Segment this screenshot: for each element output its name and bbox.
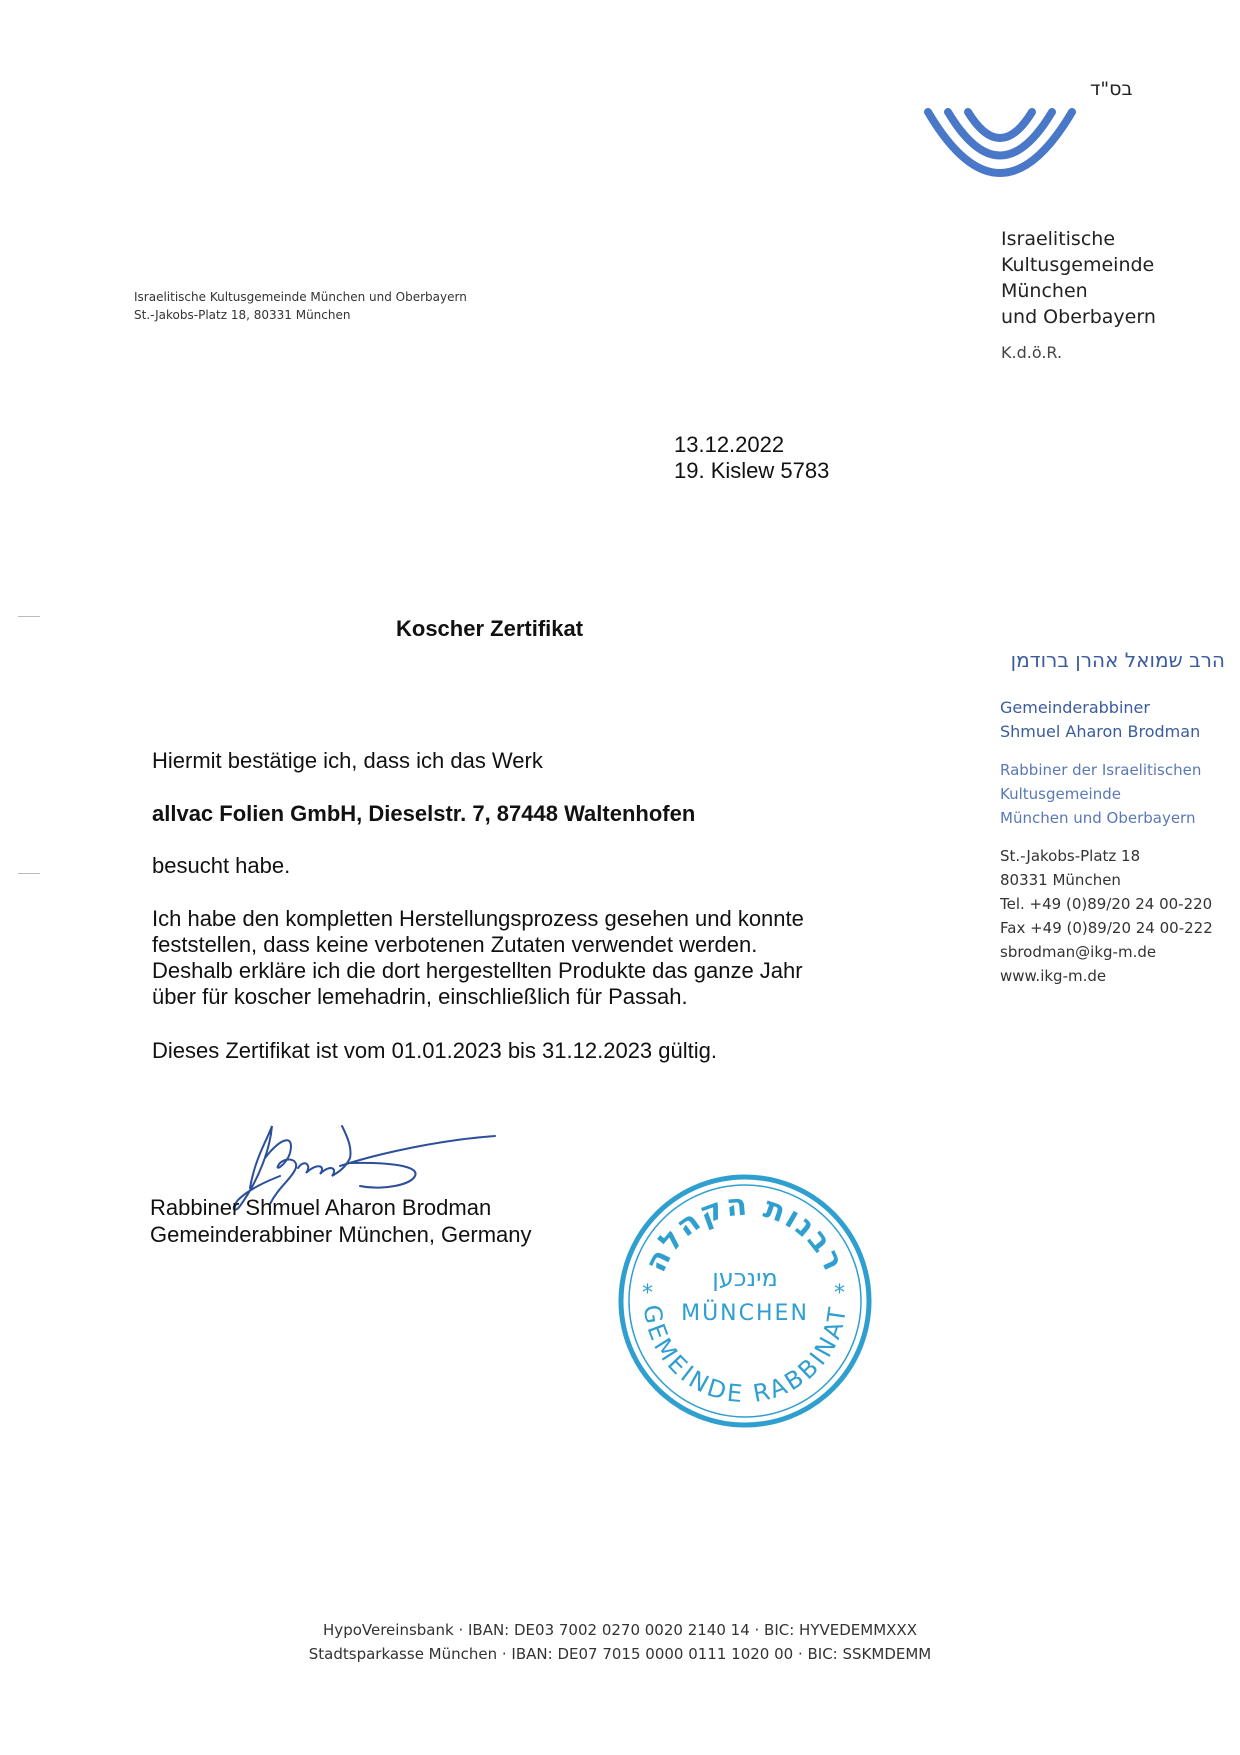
contact-line: Tel. +49 (0)89/20 24 00-220: [1000, 895, 1213, 913]
rabbi-desc-line: Kultusgemeinde: [1000, 785, 1121, 803]
rabbi-title-line: Gemeinderabbiner: [1000, 698, 1150, 717]
paragraph-line: feststellen, dass keine verbotenen Zutaten verwendet werden.: [152, 932, 758, 957]
org-line: und Oberbayern: [1001, 306, 1156, 328]
document-title: Koscher Zertifikat: [396, 616, 584, 641]
contact-website[interactable]: www.ikg-m.de: [1000, 967, 1107, 985]
fold-mark: [18, 616, 40, 617]
stamp-star: *: [834, 1281, 845, 1306]
footer-line: Stadtsparkasse München · IBAN: DE07 7015 0000 0111 1020 00 · BIC: SSKMDEMM: [308, 1645, 932, 1663]
rabbi-desc-line: Rabbiner der Israelitischen: [1000, 761, 1202, 779]
letter-dates: [674, 432, 829, 484]
date-hebrew: 19. Kislew 5783: [674, 458, 830, 483]
legal-form: K.d.ö.R.: [1001, 343, 1063, 362]
contact-line: St.-Jakobs-Platz 18: [1000, 847, 1141, 865]
contact-details: [1000, 844, 1225, 988]
rabbi-desc-line: München und Oberbayern: [1000, 809, 1196, 827]
certification-paragraph: [152, 906, 872, 1010]
sender-address: [134, 288, 467, 324]
sender-line: Israelitische Kultusgemeinde München und Oberbayern: [134, 290, 467, 304]
paragraph-line: Ich habe den kompletten Herstellungsprozess gesehen und konnte: [152, 906, 804, 931]
bank-footer: [0, 1618, 1240, 1666]
org-line: München: [1001, 280, 1088, 302]
intro-paragraph: Hiermit bestätige ich, dass ich das Werk: [152, 748, 543, 773]
stamp-center-hebrew: מינכען: [712, 1264, 778, 1292]
signer-title: Gemeinderabbiner München, Germany: [150, 1222, 532, 1247]
bsd-mark: בס"ד: [1090, 78, 1133, 100]
signer-block: [150, 1194, 532, 1248]
signer-name: Rabbiner Shmuel Aharon Brodman: [150, 1195, 492, 1220]
rabbi-title-line: Shmuel Aharon Brodman: [1000, 722, 1201, 741]
fold-mark: [18, 873, 40, 874]
sender-line: St.-Jakobs-Platz 18, 80331 München: [134, 308, 351, 322]
rabbinate-stamp: [614, 1170, 876, 1432]
stamp-top-text: רבנות הקהלה: [638, 1187, 852, 1278]
rabbi-title: [1000, 696, 1225, 744]
stamp-center-text: MÜNCHEN: [681, 1301, 809, 1326]
org-line: Israelitische: [1001, 228, 1116, 250]
date-gregorian: 13.12.2022: [674, 432, 785, 457]
footer-line: HypoVereinsbank · IBAN: DE03 7002 0270 0020 2140 14 · BIC: HYVEDEMMXXX: [323, 1621, 917, 1639]
contact-line: 80331 München: [1000, 871, 1121, 889]
rabbi-sidebar: [1000, 648, 1225, 988]
menorah-logo: [920, 104, 1080, 204]
visit-paragraph: besucht habe.: [152, 853, 291, 878]
contact-line: Fax +49 (0)89/20 24 00-222: [1000, 919, 1213, 937]
contact-email[interactable]: sbrodman@ikg-m.de: [1000, 943, 1157, 961]
paragraph-line: Deshalb erkläre ich die dort hergestellten Produkte das ganze Jahr: [152, 958, 803, 983]
company-address: allvac Folien GmbH, Dieselstr. 7, 87448 Waltenhofen: [152, 801, 696, 826]
stamp-star: *: [642, 1281, 653, 1306]
validity-paragraph: Dieses Zertifikat ist vom 01.01.2023 bis 31.12.2023 gültig.: [152, 1038, 717, 1063]
rabbi-hebrew-name: הרב שמואל אהרן ברודמן: [1010, 648, 1225, 672]
organization-name: [1001, 226, 1156, 330]
rabbi-description: [1000, 758, 1225, 830]
paragraph-line: über für koscher lemehadrin, einschließlich für Passah.: [152, 984, 688, 1009]
org-line: Kultusgemeinde: [1001, 254, 1155, 276]
stamp-bottom-text: GEMEINDE RABBINAT: [637, 1302, 853, 1409]
